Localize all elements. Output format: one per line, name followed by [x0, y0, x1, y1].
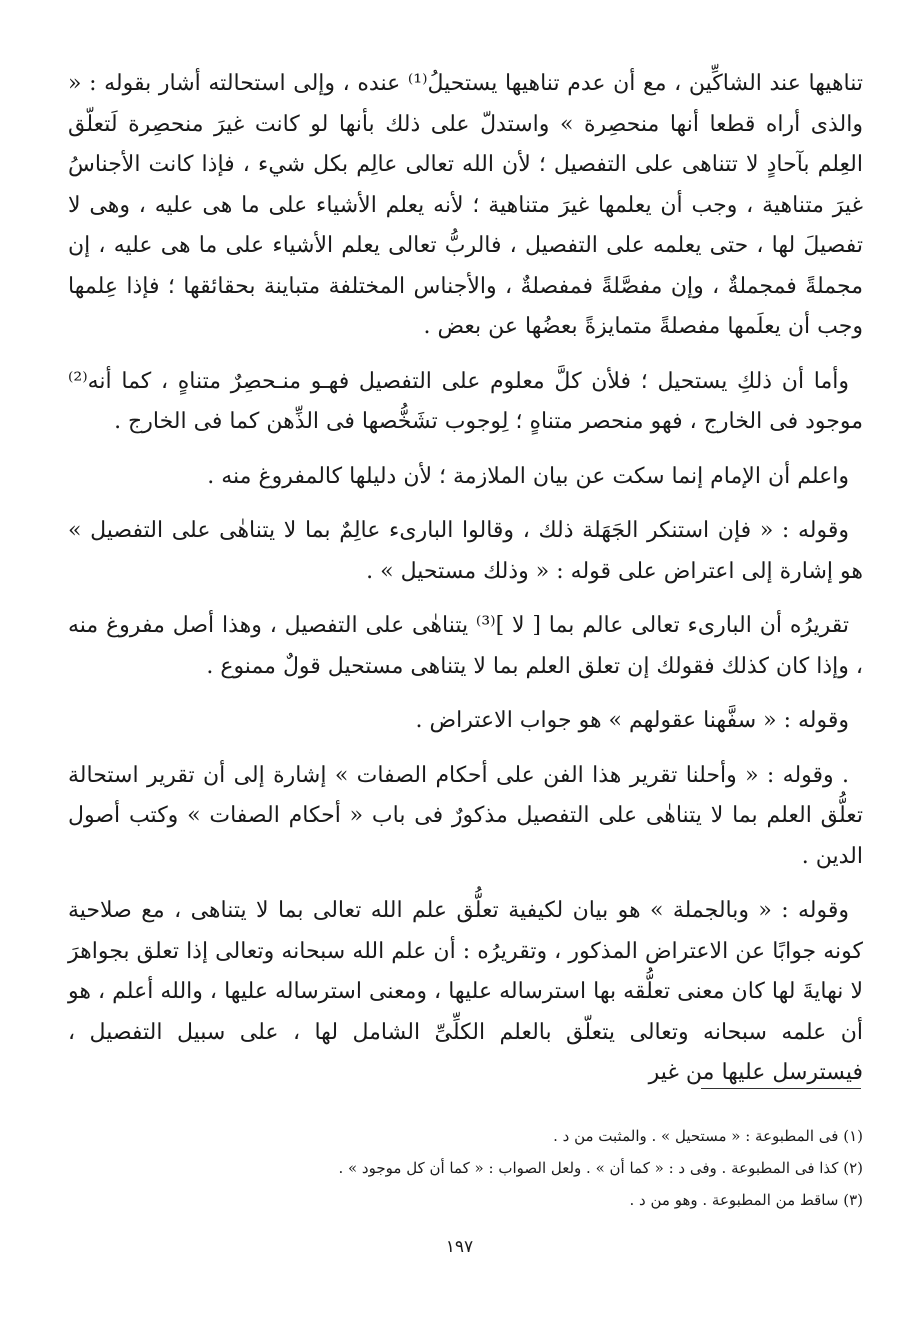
page-number: ١٩٧ [445, 1237, 474, 1257]
paragraph-7: . وقوله : « وأحلنا تقرير هذا الفن على أحكام الصفات » إشارة إلى أن تقرير استحالة تعلُّق العلم بما لا يتناهٰى على التفصيل مذكورٌ فى باب « أحكام الصفات » وكتب أصول الدين . [68, 762, 863, 869]
paragraph-4: وقوله : « فإن استنكر الجَهَلة ذلك ، وقالوا البارىء عالِمٌ بما لا يتناهٰى على التفصيل » هو إشارة إلى اعتراض على قوله : « وذلك مستحيل » . [68, 518, 863, 584]
footnote-separator [701, 1088, 861, 1089]
paragraph-3: واعلم أن الإمام إنما سكت عن بيان الملازمة ؛ لأن دليلها كالمفروغ منه . [207, 463, 849, 489]
footnote-3: (٣) ساقط من المطبوعة . وهو من د . [629, 1191, 863, 1209]
paragraph-5: تقريرُه أن البارىء تعالى عالم بما [ لا ]⁽³⁾ يتناهٰى على التفصيل ، وهذا أصل مفروغ منه ، وإذا كان كذلك فقولك إن تعلق العلم بما لا يتناهى مستحيل قولٌ ممنوع . [68, 613, 863, 679]
paragraph-2: وأما أن ذلكِ يستحيل ؛ فلأن كلَّ معلوم على التفصيل فهـو منـحصِرٌ متناهٍ ، كما أنه⁽²⁾ موجود فى الخارج ، فهو منحصر متناهٍ ؛ لِوجوب تشَخُّصها فى الذِّهن كما فى الخارج . [68, 368, 863, 434]
paragraph-8: وقوله : « وبالجملة » هو بيان لكيفية تعلُّق علم الله تعالى بما لا يتناهى ، مع صلاحية كونه جوابًا عن الاعتراض المذكور ، وتقريرُه : أن علم الله سبحانه وتعالى إذا تعلق بجواهرَ لا نهايةَ لها كان معنى تعلُّقه بها استرساله عليها ، ومعنى استرساله عليها ، والله أعلم ، هو أن علمه سبحانه وتعالى يتعلّق بالعلم الكلِّىِّ الشامل لها ، على سبيل التفصيل ، فيسترسل عليها من غير [68, 898, 863, 1085]
footnote-2: (٢) كذا فى المطبوعة . وفى د : « كما أن » . ولعل الصواب : « كما أن كل موجود » . [338, 1159, 863, 1177]
footnote-1: (١) فى المطبوعة : « مستحيل » . والمثبت من د . [553, 1127, 863, 1145]
paragraph-1: تناهيها عند الشاكِّين ، مع أن عدم تناهيها يستحيلُ⁽¹⁾ عنده ، وإلى استحالته أشار بقوله : « والذى أراه قطعا أنها منحصِرة » واستدلّ على ذلك بأنها لو كانت غيرَ منحصِرة لَتعلّق العِلم بآحادٍ لا تتناهى على التفصيل ؛ لأن الله تعالى عالِم بكل شيء ، فإذا كانت الأجناسُ غيرَ متناهية ، وجب أن يعلمها غيرَ متناهية ؛ لأنه يعلم الأشياء على ما هى عليه ، وهى لا تفصيلَ لها ، حتى يعلمه على التفصيل ، فالربُّ تعالى يعلم الأشياء على ما هى عليه ، إن مجملةً فمجملةٌ ، وإن مفصَّلةً فمفصلةٌ ، والأجناس المختلفة متباينة بحقائقها ؛ فإذا عِلمها وجب أن يعلَمها مفصلةً متمايزةً بعضُها عن بعض . [68, 71, 864, 339]
footnotes [80, 1120, 863, 1216]
main-text [68, 64, 863, 1108]
paragraph-6: وقوله : « سفَّهنا عقولهم » هو جواب الاعتراض . [415, 708, 849, 733]
